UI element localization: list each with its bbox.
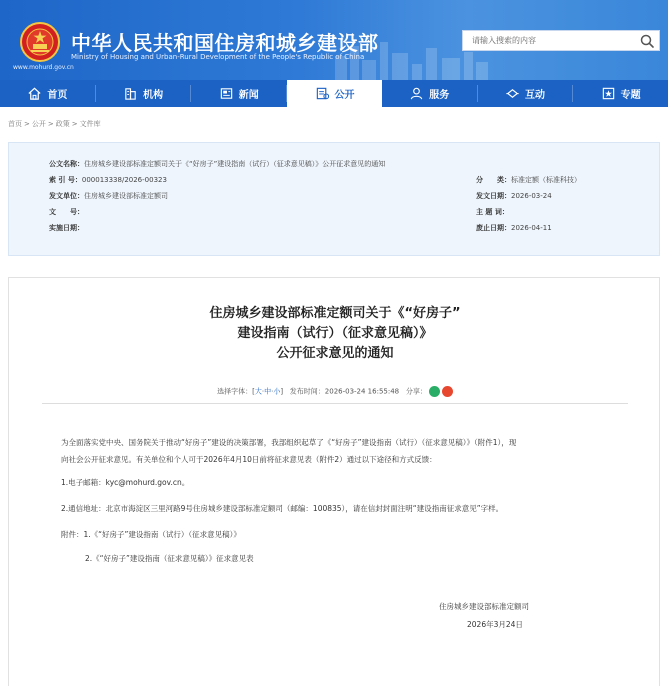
font-size-large[interactable]: 大 (254, 387, 262, 396)
meta-value: 标准定额（标准科技） (511, 176, 581, 184)
breadcrumb-separator: > (71, 120, 78, 128)
signature-date: 2026年3月24日 (467, 620, 523, 629)
breadcrumb-separator: > (47, 120, 54, 128)
building-icon (123, 86, 138, 101)
meta-label: 发文日期： (476, 192, 511, 200)
main-nav (0, 80, 668, 107)
meta-value: 2026-04-11 (511, 224, 552, 232)
nav-item-home[interactable] (0, 80, 95, 107)
home-icon (27, 86, 42, 101)
breadcrumb-separator: > (24, 120, 30, 128)
meta-label: 文 号： (49, 208, 84, 216)
article-divider (42, 403, 628, 404)
article-title-line: 住房城乡建设部标准定额司关于《“好房子” (209, 306, 461, 321)
nav-item-service[interactable] (382, 80, 477, 107)
font-size-medium[interactable]: 中 (264, 387, 272, 396)
meta-label: 主 题 词： (476, 208, 509, 216)
bracket: ] (280, 387, 284, 396)
meta-effective-date (49, 223, 84, 233)
interact-icon (505, 86, 520, 101)
meta-value: 000013338/2026-00323 (81, 176, 167, 184)
meta-value: 住房城乡建设部标准定额司 (84, 192, 168, 200)
topic-icon (601, 86, 616, 101)
meta-index (49, 175, 167, 185)
nav-label: 首页 (47, 90, 68, 101)
site-url: www.mohurd.gov.cn (13, 64, 74, 71)
article-title-line: 公开征求意见的通知 (276, 346, 394, 361)
service-icon (409, 86, 424, 101)
signature-org: 住房城乡建设部标准定额司 (439, 602, 529, 611)
meta-category (476, 175, 581, 185)
meta-label: 实施日期： (49, 224, 84, 232)
publish-label: 发布时间： (289, 387, 325, 396)
meta-label: 索 引 号： (49, 176, 82, 184)
meta-label: 分 类： (476, 176, 511, 184)
meta-keywords (476, 207, 509, 217)
nav-item-public[interactable] (287, 80, 382, 107)
site-title[interactable]: 中华人民共和国住房和城乡建设部 (71, 31, 379, 55)
font-size-label: 选择字体： (217, 387, 253, 396)
email-line: 1.电子邮箱：kyc@mohurd.gov.cn。 (61, 478, 190, 487)
news-icon (219, 86, 234, 101)
search-icon[interactable] (639, 33, 655, 49)
nav-item-interaction[interactable] (478, 80, 573, 107)
font-size-small[interactable]: 小 (273, 387, 281, 396)
nav-label: 专题 (620, 90, 641, 101)
body-paragraph-line: 向社会公开征求意见。有关单位和个人可于2026年4月10日前将征求意见表（附件2）通过以下途径和方式反馈： (61, 455, 437, 464)
font-size-separator: · (271, 387, 274, 396)
meta-expiry-date (476, 223, 552, 233)
meta-label: 发文单位： (49, 192, 84, 200)
breadcrumb-policy[interactable]: 政策 (55, 120, 70, 128)
search-input[interactable] (463, 31, 633, 50)
nav-label: 新闻 (238, 90, 259, 101)
publish-time: 2026-03-24 16:55:48 (324, 387, 400, 396)
meta-value: 2026-03-24 (511, 192, 552, 200)
meta-label: 废止日期： (476, 224, 511, 232)
meta-issuer (49, 191, 168, 201)
nav-item-institutions[interactable] (96, 80, 191, 107)
document-icon (315, 86, 330, 101)
national-emblem-icon[interactable] (20, 22, 60, 62)
breadcrumb-home[interactable]: 首页 (8, 120, 22, 128)
nav-item-topics[interactable] (573, 80, 668, 107)
share-label: 分享： (405, 387, 427, 396)
site-subtitle: Ministry of Housing and Urban-Rural Development of the People's Republic of China (71, 53, 365, 61)
body-paragraph-line: 为全面落实党中央、国务院关于推动“好房子”建设的决策部署，我部组织起草了《“好房子”建设指南（试行）（征求意见稿）》（附件1），现 (61, 438, 517, 447)
nav-label: 互动 (524, 90, 545, 101)
nav-label: 公开 (334, 90, 355, 101)
font-size-separator: · (261, 387, 265, 396)
breadcrumb-public[interactable]: 公开 (31, 120, 46, 128)
document-meta-box (8, 142, 660, 256)
nav-label: 服务 (429, 90, 450, 101)
breadcrumb-library[interactable]: 文件库 (79, 120, 101, 128)
wechat-share-icon[interactable] (429, 386, 440, 397)
attachment-link-2[interactable]: 2.《“好房子”建设指南（征求意见稿）》征求意见表 (85, 554, 254, 563)
nav-label: 机构 (143, 90, 164, 101)
meta-value: 住房城乡建设部标准定额司关于《“好房子”建设指南（试行）（征求意见稿）》公开征求意见的通知 (84, 160, 386, 168)
article-title-line: 建设指南（试行）（征求意见稿）》 (237, 326, 433, 341)
meta-doc-title (49, 159, 385, 169)
address-line: 2.通信地址：北京市海淀区三里河路9号住房城乡建设部标准定额司（邮编：100835），请在信封封面注明“建设指南征求意见”字样。 (61, 504, 504, 513)
meta-label: 公文名称： (49, 160, 84, 168)
weibo-share-icon[interactable] (442, 386, 453, 397)
attachment-link-1[interactable]: 附件：1.《“好房子”建设指南（试行）（征求意见稿）》 (61, 530, 241, 539)
article-meta-bar (9, 386, 661, 397)
bracket: [ (252, 387, 255, 396)
article-panel (8, 277, 660, 686)
nav-item-news[interactable] (191, 80, 286, 107)
meta-issue-date (476, 191, 552, 201)
breadcrumb (8, 119, 101, 129)
search-box (462, 30, 660, 51)
meta-doc-number (49, 207, 84, 217)
site-header (0, 0, 668, 80)
